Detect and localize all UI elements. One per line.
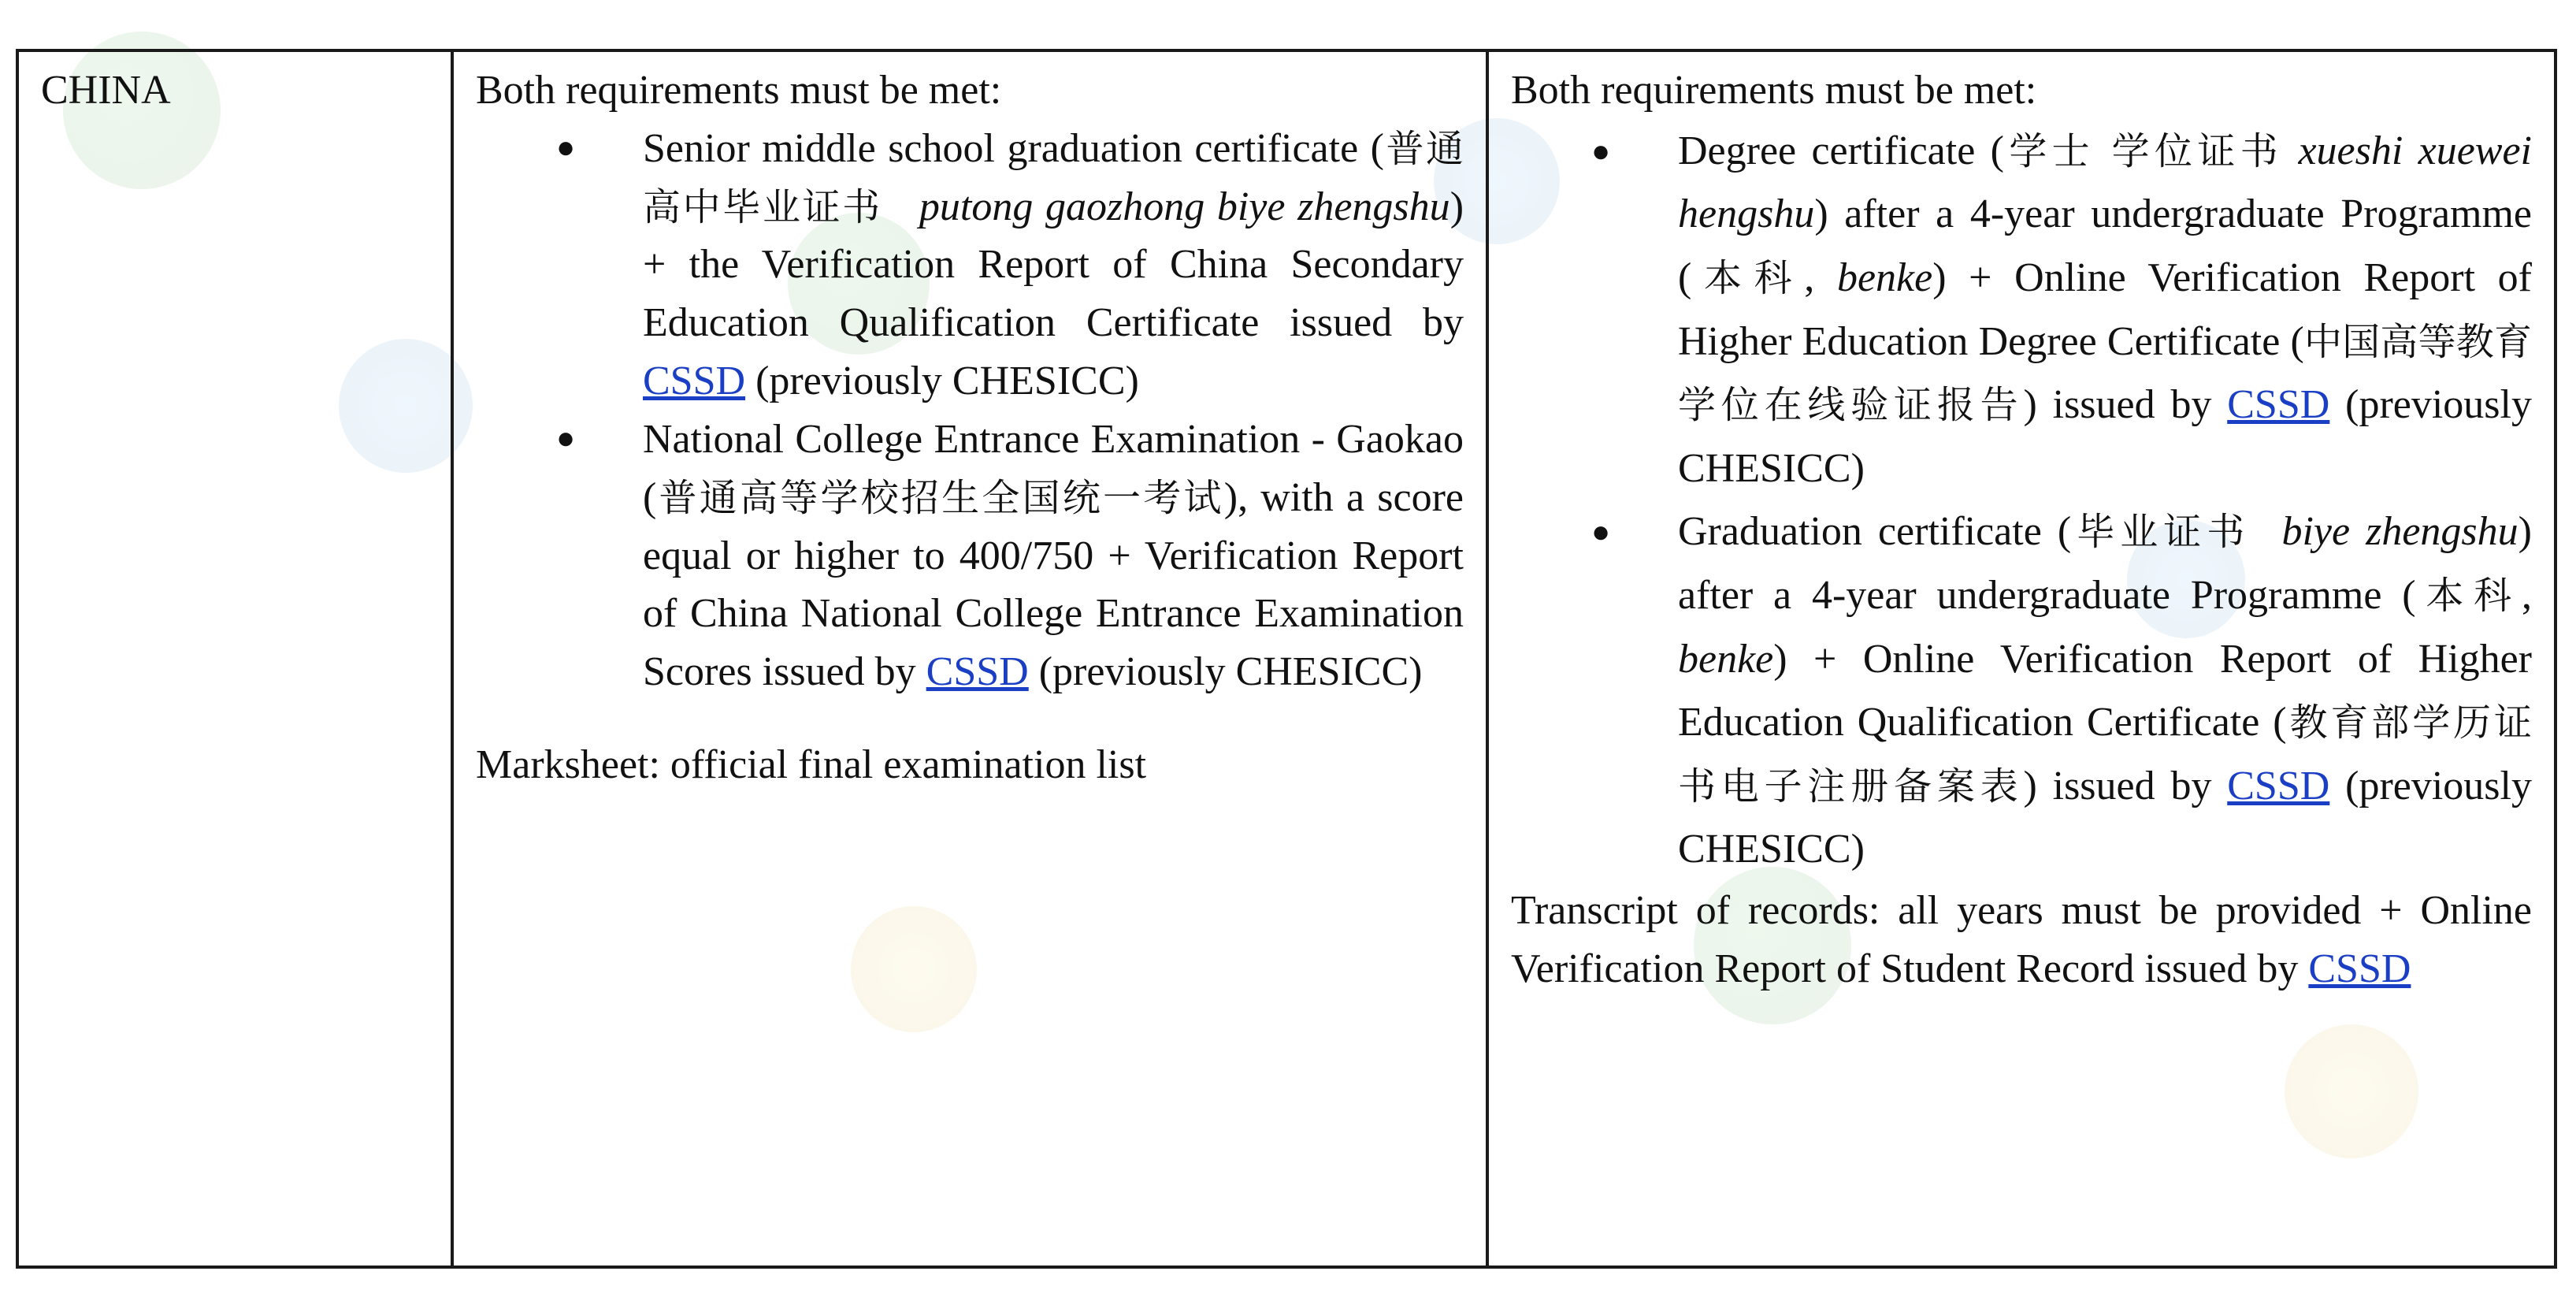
requirements-table	[16, 49, 2557, 1269]
item-text: ,	[2522, 572, 2532, 618]
cssd-link[interactable]: CSSD	[2308, 946, 2411, 991]
list-item	[476, 120, 1464, 411]
pinyin-term: xueshi xuewei hengshu	[1678, 128, 2533, 237]
pinyin-term: putong gaozhong biye zhengshu	[919, 184, 1450, 229]
pinyin-term: benke	[1836, 255, 1933, 301]
higher-education-requirements-list	[1511, 120, 2532, 882]
country-cell	[17, 50, 452, 1267]
item-text: ) + the Verification Report of China Secondary Education Qualification Certificate issued by	[643, 184, 1464, 346]
chinese-term: 毕业证书	[2071, 510, 2251, 555]
list-item	[476, 411, 1464, 701]
item-text: ) issued by	[2023, 763, 2228, 808]
item-text: Transcript of records: all years must be provided + Online Verification Report of Student Record issued by	[1511, 887, 2532, 991]
secondary-requirements-list	[476, 120, 1464, 701]
secondary-lead: Both requirements must be met:	[476, 68, 1002, 113]
pinyin-term: biye zhengshu	[2281, 509, 2518, 555]
item-text: Graduation certificate (	[1678, 509, 2072, 555]
chinese-term: 教育部学历证书电子注册备案表	[1678, 701, 2532, 808]
bullet-icon: ●	[556, 128, 576, 165]
country-name: CHINA	[41, 68, 171, 113]
item-text: ) issued by	[2023, 382, 2228, 428]
chinese-term: 学士 学位证书	[2003, 128, 2284, 173]
table-row	[17, 50, 2556, 1267]
item-text: Degree certificate (	[1678, 128, 2004, 173]
item-text: ), with a score equal or higher to 400/750 + Verification Report of China National College Entrance Examination Scores issued by	[643, 474, 1464, 695]
item-text: ,	[1804, 255, 1837, 301]
higher-education-requirements-cell	[1487, 50, 2556, 1267]
chinese-term: 普通高中毕业证书	[643, 126, 1464, 229]
item-text: (previously CHESICC)	[745, 359, 1139, 404]
item-text: (previously CHESICC)	[1678, 382, 2532, 491]
chinese-term: 中国高等教育学位在线验证报告	[1678, 319, 2532, 428]
cssd-link[interactable]: CSSD	[926, 649, 1029, 695]
pinyin-term: benke	[1678, 636, 1774, 682]
list-item	[1511, 120, 2532, 501]
list-item	[1511, 500, 2532, 882]
cssd-link[interactable]: CSSD	[2227, 763, 2330, 808]
item-text: National College Entrance Examination - Gaokao (	[643, 416, 1464, 520]
item-text: (previously CHESICC)	[1678, 763, 2532, 872]
chinese-term: 普通高等学校招生全国统一考试	[656, 475, 1224, 520]
bullet-icon: ●	[1591, 514, 1611, 550]
item-text: (previously CHESICC)	[1028, 649, 1423, 695]
item-text: ) after a 4-year undergraduate Programme (	[1678, 191, 2532, 301]
chinese-term: 本科	[1691, 256, 1805, 301]
higher-education-lead: Both requirements must be met:	[1511, 68, 2037, 113]
item-text: Senior middle school graduation certificate (	[643, 125, 1384, 171]
chinese-term: 本科	[2415, 573, 2522, 618]
bullet-icon: ●	[1591, 132, 1611, 169]
marksheet-text: Marksheet: official final examination list	[476, 742, 1147, 788]
bullet-icon: ●	[556, 419, 576, 455]
item-text: ) + Online Verification Report of Higher Education Qualification Certificate (	[1678, 636, 2532, 745]
requirements-table-wrap	[16, 49, 2554, 1269]
secondary-requirements-cell	[452, 50, 1487, 1267]
cssd-link[interactable]: CSSD	[2227, 382, 2330, 428]
transcript-text	[1511, 882, 2532, 998]
cssd-link[interactable]: CSSD	[643, 359, 746, 404]
item-text: ) after a 4-year undergraduate Programme (	[1678, 509, 2532, 618]
item-text: ) + Online Verification Report of Higher Education Degree Certificate (	[1678, 255, 2532, 364]
